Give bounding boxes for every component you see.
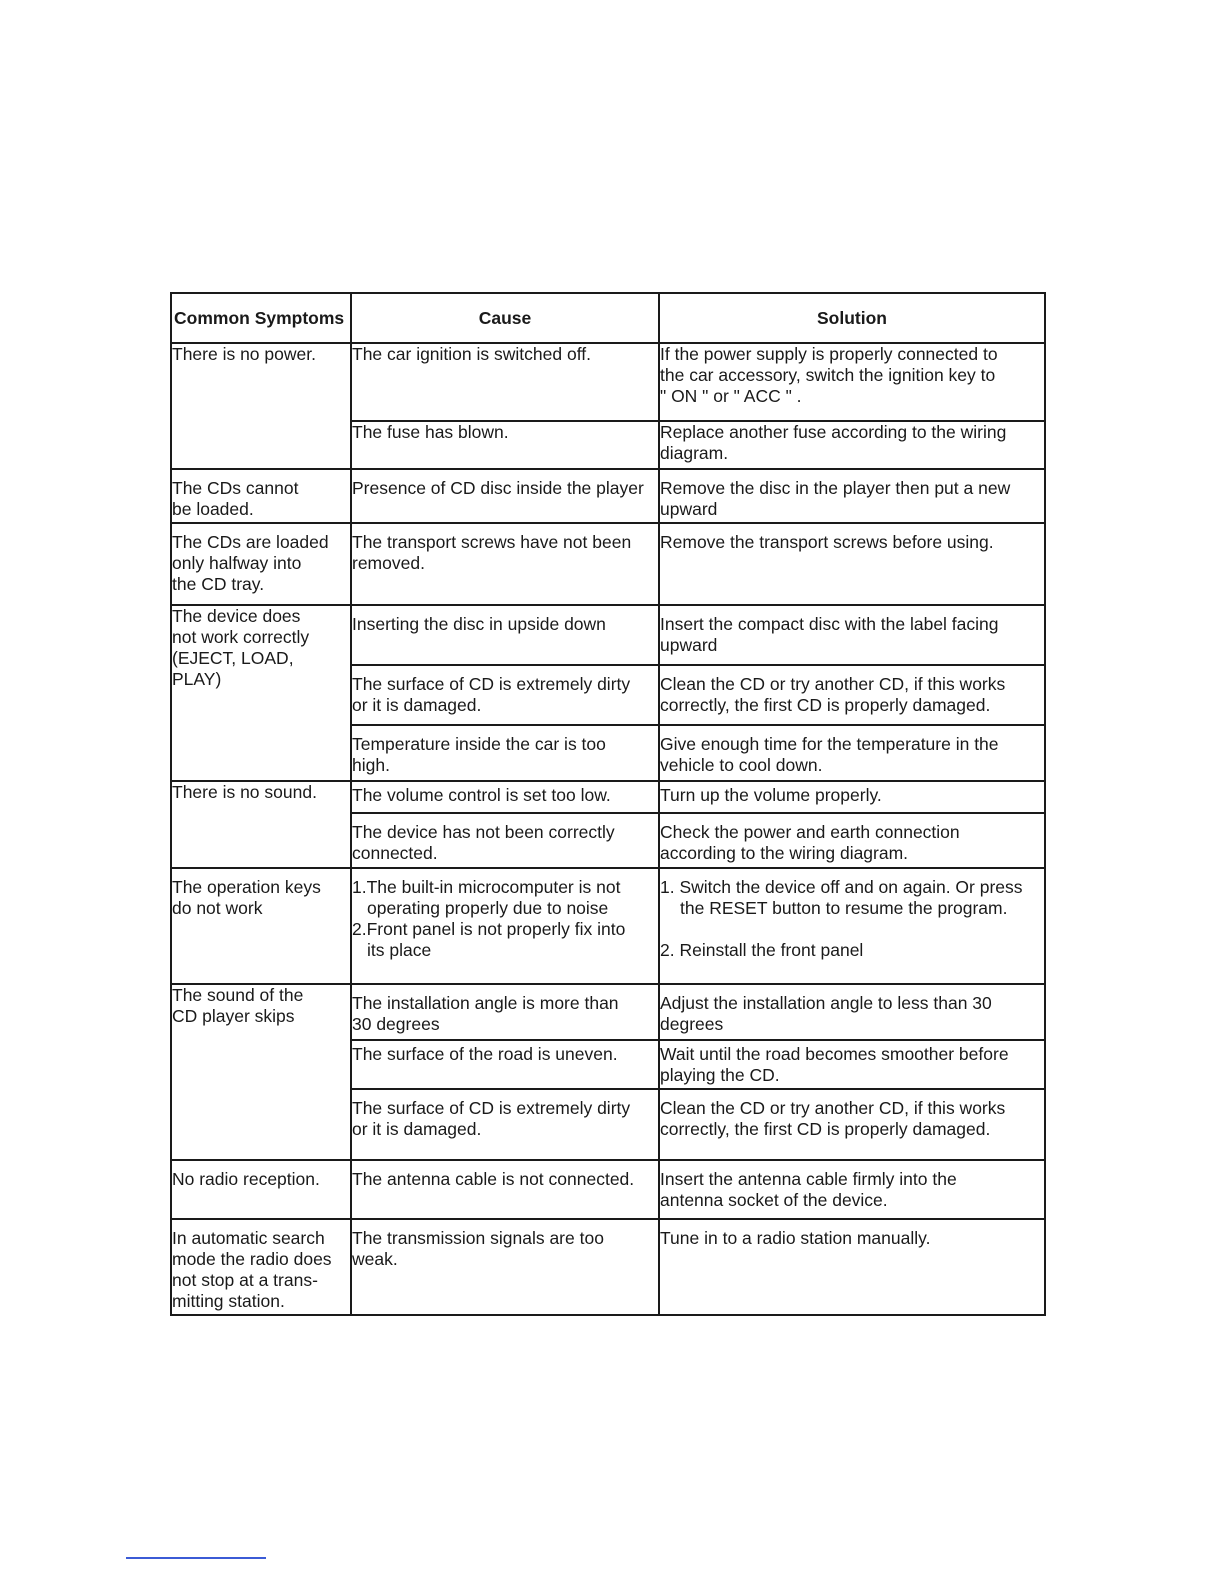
solution-cell: Tune in to a radio station manually. (659, 1219, 1045, 1315)
table-row (171, 1160, 1045, 1219)
table-row (171, 469, 1045, 523)
cause-cell: The surface of CD is extremely dirty or it is damaged. (351, 665, 659, 725)
symptom-cell: There is no power. (171, 343, 351, 469)
solution-list-item: 1. Switch the device off and on again. Or press the RESET button to resume the program. (660, 877, 1023, 918)
table-row (171, 868, 1045, 984)
table-row (171, 523, 1045, 605)
table-row (171, 984, 1045, 1040)
solution-cell: Remove the disc in the player then put a new upward (659, 469, 1045, 523)
cause-cell: Inserting the disc in upside down (351, 605, 659, 665)
symptom-cell: The CDs cannot be loaded. (171, 469, 351, 523)
solution-cell: If the power supply is properly connected to the car accessory, switch the ignition key to " ON " or " ACC " . (659, 343, 1045, 421)
cause-cell: The transmission signals are too weak. (351, 1219, 659, 1315)
solution-cell: Insert the antenna cable firmly into the antenna socket of the device. (659, 1160, 1045, 1219)
cause-cell: The device has not been correctly connected. (351, 813, 659, 868)
cause-cell: Temperature inside the car is too high. (351, 725, 659, 781)
cause-cell: The surface of the road is uneven. (351, 1040, 659, 1089)
cause-cell: The antenna cable is not connected. (351, 1160, 659, 1219)
table-row (171, 343, 1045, 421)
table-header-row (171, 293, 1045, 343)
cause-cell (351, 868, 659, 984)
solution-cell: Give enough time for the temperature in the vehicle to cool down. (659, 725, 1045, 781)
table-row (171, 1219, 1045, 1315)
solution-cell: Adjust the installation angle to less than 30 degrees (659, 984, 1045, 1040)
troubleshooting-table (170, 292, 1046, 1316)
symptom-cell: No radio reception. (171, 1160, 351, 1219)
header-common-symptoms: Common Symptoms (171, 293, 351, 343)
cause-cell: The transport screws have not been removed. (351, 523, 659, 605)
table-row (171, 605, 1045, 665)
footer-divider (126, 1557, 266, 1559)
list-gap (660, 919, 1044, 940)
symptom-cell: The sound of the CD player skips (171, 984, 351, 1160)
cause-cell: The volume control is set too low. (351, 781, 659, 813)
solution-cell: Remove the transport screws before using. (659, 523, 1045, 605)
symptom-cell: The device does not work correctly (EJECT, LOAD, PLAY) (171, 605, 351, 781)
cause-list-item: 2.Front panel is not properly fix into its place (352, 919, 626, 960)
table-row (171, 781, 1045, 813)
solution-cell: Wait until the road becomes smoother before playing the CD. (659, 1040, 1045, 1089)
cause-list-item: 1.The built-in microcomputer is not operating properly due to noise (352, 877, 621, 918)
solution-cell: Insert the compact disc with the label facing upward (659, 605, 1045, 665)
solution-cell: Check the power and earth connection according to the wiring diagram. (659, 813, 1045, 868)
solution-cell: Clean the CD or try another CD, if this works correctly, the first CD is properly damaged. (659, 665, 1045, 725)
solution-cell: Turn up the volume properly. (659, 781, 1045, 813)
solution-cell: Replace another fuse according to the wiring diagram. (659, 421, 1045, 469)
cause-cell: The car ignition is switched off. (351, 343, 659, 421)
header-solution: Solution (659, 293, 1045, 343)
cause-cell: The fuse has blown. (351, 421, 659, 469)
cause-cell: Presence of CD disc inside the player (351, 469, 659, 523)
header-cause: Cause (351, 293, 659, 343)
symptom-cell: The CDs are loaded only halfway into the CD tray. (171, 523, 351, 605)
cause-cell: The installation angle is more than 30 degrees (351, 984, 659, 1040)
cause-cell: The surface of CD is extremely dirty or it is damaged. (351, 1089, 659, 1160)
symptom-cell: In automatic search mode the radio does not stop at a trans- mitting station. (171, 1219, 351, 1315)
solution-cell (659, 868, 1045, 984)
solution-list-item: 2. Reinstall the front panel (660, 940, 864, 960)
symptom-cell: There is no sound. (171, 781, 351, 868)
symptom-cell: The operation keys do not work (171, 868, 351, 984)
solution-cell: Clean the CD or try another CD, if this works correctly, the first CD is properly damaged. (659, 1089, 1045, 1160)
